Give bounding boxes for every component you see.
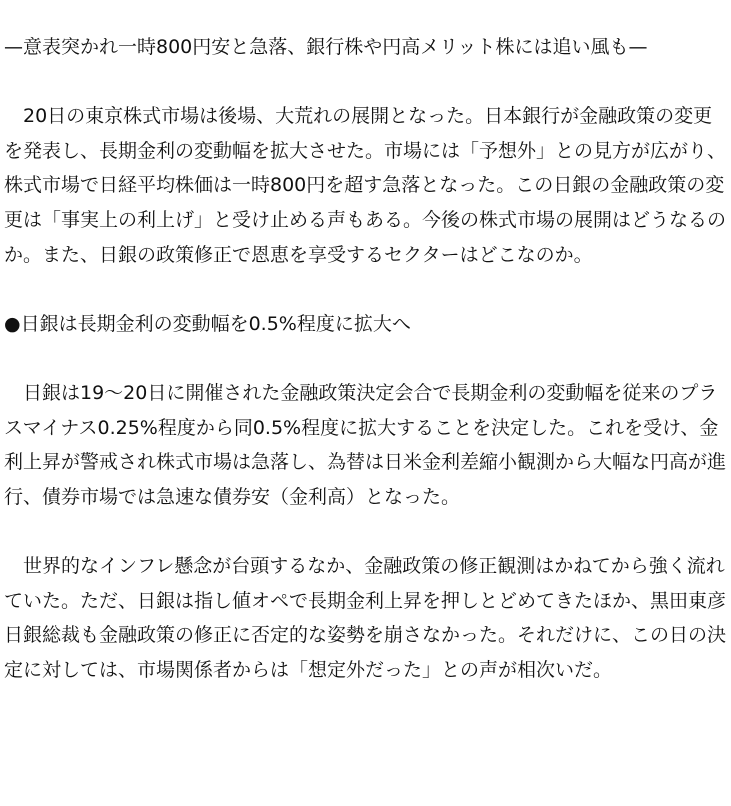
body-paragraph-1: 日銀は19〜20日に開催された金融政策決定会合で長期金利の変動幅を従来のプラスマイナス0.25%程度から同0.5%程度に拡大することを決定した。これを受け、金利上昇が警戒され株式市場は急落し、為替は日米金利差縮小観測から大幅な円高が進行、債券市場では急速な債券安（金利高）となった。 bbox=[4, 381, 727, 508]
body-paragraph-2: 世界的なインフレ懸念が台頭するなか、金融政策の修正観測はかねてから強く流れていた。ただ、日銀は指し値オペで長期金利上昇を押しとどめてきたほか、黒田東彦日銀総裁も金融政策の修正に否定的な姿勢を崩さなかった。それだけに、この日の決定に対しては、市場関係者からは「想定外だった」との声が相次いだ。 bbox=[4, 554, 727, 681]
lead-paragraph: 20日の東京株式市場は後場、大荒れの展開となった。日本銀行が金融政策の変更を発表し、長期金利の変動幅を拡大させた。市場には「予想外」との見方が広がり、株式市場で日経平均株価は一時800円を超す急落となった。この日銀の金融政策の変更は「事実上の利上げ」と受け止める声もある。今後の株式市場の展開はどうなるのか。また、日銀の政策修正で恩恵を享受するセクターはどこなのか。 bbox=[4, 105, 727, 266]
article-body bbox=[4, 30, 731, 722]
article-subtitle: —意表突かれ一時800円安と急落、銀行株や円高メリット株には追い風も— bbox=[4, 36, 648, 58]
section-heading: ●日銀は長期金利の変動幅を0.5%程度に拡大へ bbox=[4, 312, 411, 335]
